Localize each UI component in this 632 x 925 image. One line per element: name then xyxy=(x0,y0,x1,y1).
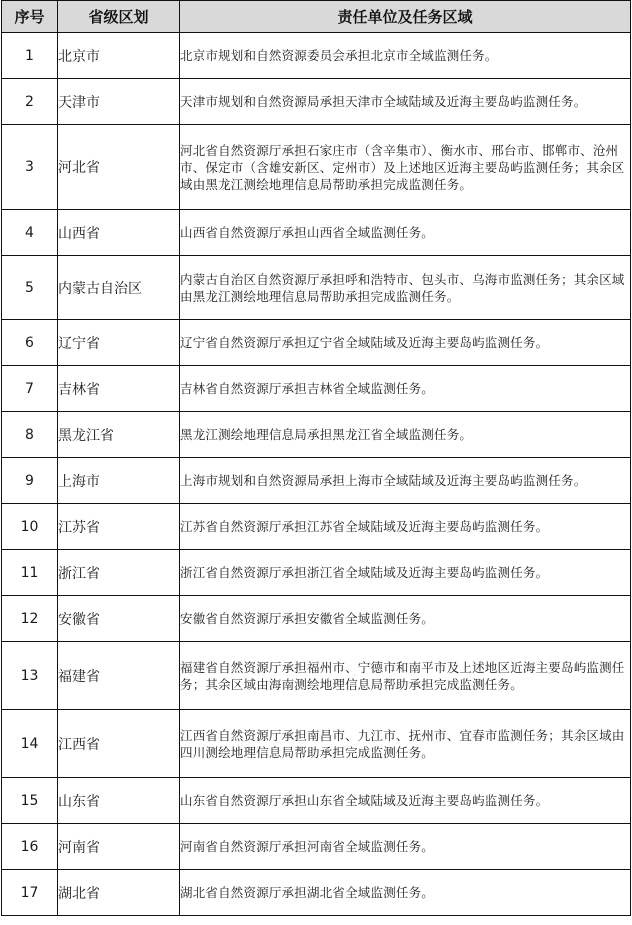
row-seq: 11 xyxy=(2,550,58,596)
row-seq: 13 xyxy=(2,642,58,710)
header-region: 省级区划 xyxy=(58,1,180,33)
row-seq: 12 xyxy=(2,596,58,642)
row-task: 河南省自然资源厅承担河南省全域监测任务。 xyxy=(180,824,631,870)
row-seq: 9 xyxy=(2,458,58,504)
row-seq: 1 xyxy=(2,33,58,79)
row-task: 河北省自然资源厅承担石家庄市（含辛集市）、衡水市、邢台市、邯郸市、沧州市、保定市（含雄安新区、定州市）及上述地区近海主要岛屿监测任务；其余区域由黑龙江测绘地理信息局帮助承担完成监测任务。 xyxy=(180,125,631,210)
table-row xyxy=(2,33,631,79)
row-task: 福建省自然资源厅承担福州市、宁德市和南平市及上述地区近海主要岛屿监测任务；其余区域由海南测绘地理信息局帮助承担完成监测任务。 xyxy=(180,642,631,710)
table-row xyxy=(2,596,631,642)
row-task: 浙江省自然资源厅承担浙江省全域陆域及近海主要岛屿监测任务。 xyxy=(180,550,631,596)
row-task: 湖北省自然资源厅承担湖北省全域监测任务。 xyxy=(180,870,631,916)
task-assignment-table xyxy=(1,0,631,916)
row-seq: 6 xyxy=(2,320,58,366)
row-region: 北京市 xyxy=(58,33,180,79)
row-task: 内蒙古自治区自然资源厅承担呼和浩特市、包头市、乌海市监测任务；其余区域由黑龙江测绘地理信息局帮助承担完成监测任务。 xyxy=(180,256,631,320)
row-task: 江西省自然资源厅承担南昌市、九江市、抚州市、宜春市监测任务；其余区域由四川测绘地理信息局帮助承担完成监测任务。 xyxy=(180,710,631,778)
row-seq: 7 xyxy=(2,366,58,412)
row-region: 内蒙古自治区 xyxy=(58,256,180,320)
table-row xyxy=(2,870,631,916)
row-seq: 10 xyxy=(2,504,58,550)
row-seq: 15 xyxy=(2,778,58,824)
row-region: 山东省 xyxy=(58,778,180,824)
row-task: 辽宁省自然资源厅承担辽宁省全域陆域及近海主要岛屿监测任务。 xyxy=(180,320,631,366)
table-row xyxy=(2,550,631,596)
row-task: 天津市规划和自然资源局承担天津市全域陆域及近海主要岛屿监测任务。 xyxy=(180,79,631,125)
row-seq: 2 xyxy=(2,79,58,125)
row-region: 河南省 xyxy=(58,824,180,870)
table-row xyxy=(2,210,631,256)
row-task: 安徽省自然资源厅承担安徽省全域监测任务。 xyxy=(180,596,631,642)
row-task: 北京市规划和自然资源委员会承担北京市全域监测任务。 xyxy=(180,33,631,79)
table-row xyxy=(2,256,631,320)
row-region: 山西省 xyxy=(58,210,180,256)
row-region: 江西省 xyxy=(58,710,180,778)
row-task: 吉林省自然资源厅承担吉林省全域监测任务。 xyxy=(180,366,631,412)
row-region: 辽宁省 xyxy=(58,320,180,366)
header-seq: 序号 xyxy=(2,1,58,33)
row-region: 上海市 xyxy=(58,458,180,504)
table-row xyxy=(2,320,631,366)
row-region: 浙江省 xyxy=(58,550,180,596)
row-region: 江苏省 xyxy=(58,504,180,550)
table-row xyxy=(2,778,631,824)
header-task: 责任单位及任务区域 xyxy=(180,1,631,33)
row-region: 湖北省 xyxy=(58,870,180,916)
row-seq: 8 xyxy=(2,412,58,458)
row-seq: 17 xyxy=(2,870,58,916)
row-region: 河北省 xyxy=(58,125,180,210)
table-row xyxy=(2,412,631,458)
row-seq: 3 xyxy=(2,125,58,210)
row-region: 天津市 xyxy=(58,79,180,125)
table-row xyxy=(2,79,631,125)
row-seq: 16 xyxy=(2,824,58,870)
row-seq: 14 xyxy=(2,710,58,778)
table-row xyxy=(2,824,631,870)
table-row xyxy=(2,125,631,210)
table-row xyxy=(2,710,631,778)
row-region: 黑龙江省 xyxy=(58,412,180,458)
table-row xyxy=(2,504,631,550)
row-region: 福建省 xyxy=(58,642,180,710)
row-task: 江苏省自然资源厅承担江苏省全域陆域及近海主要岛屿监测任务。 xyxy=(180,504,631,550)
row-region: 安徽省 xyxy=(58,596,180,642)
table-row xyxy=(2,642,631,710)
table-row xyxy=(2,458,631,504)
table-row xyxy=(2,366,631,412)
row-task: 上海市规划和自然资源局承担上海市全域陆域及近海主要岛屿监测任务。 xyxy=(180,458,631,504)
row-seq: 5 xyxy=(2,256,58,320)
row-task: 黑龙江测绘地理信息局承担黑龙江省全域监测任务。 xyxy=(180,412,631,458)
row-seq: 4 xyxy=(2,210,58,256)
table-header-row xyxy=(2,1,631,33)
row-task: 山西省自然资源厅承担山西省全域监测任务。 xyxy=(180,210,631,256)
row-region: 吉林省 xyxy=(58,366,180,412)
row-task: 山东省自然资源厅承担山东省全域陆域及近海主要岛屿监测任务。 xyxy=(180,778,631,824)
